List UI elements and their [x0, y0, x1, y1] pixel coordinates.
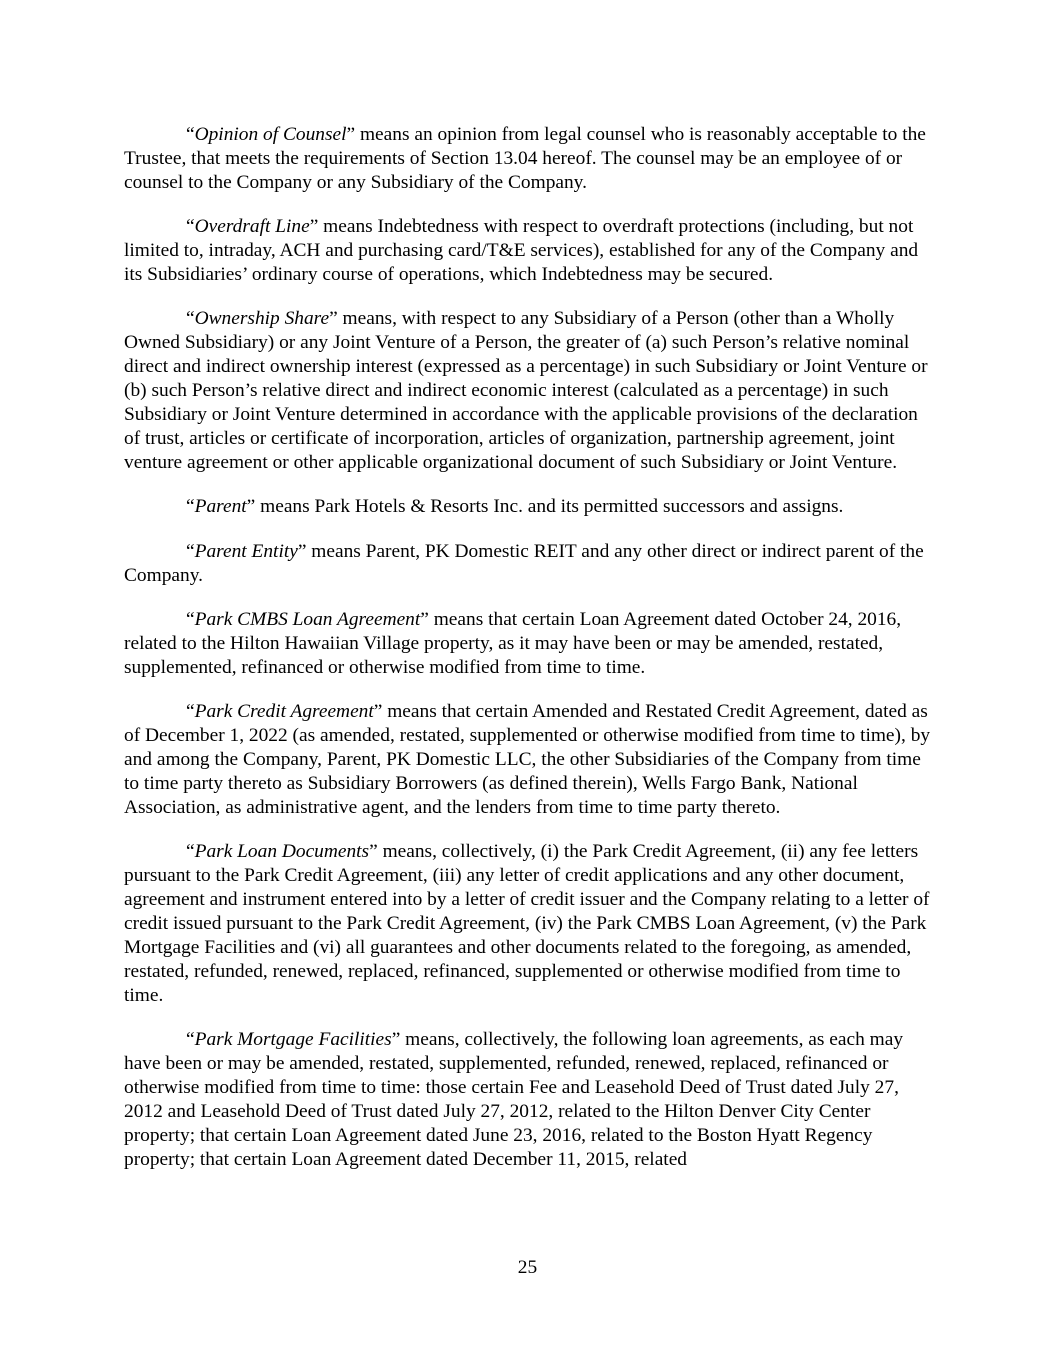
- definition-park-cmbs-loan-agreement: [124, 608, 934, 680]
- close-quote: ”: [297, 540, 307, 562]
- defined-term: Parent: [194, 496, 247, 518]
- definition-text: means Parent, PK Domestic REIT and any other direct or indirect parent of the Company.: [124, 540, 924, 586]
- open-quote: “: [186, 308, 195, 330]
- open-quote: “: [186, 540, 195, 562]
- open-quote: “: [186, 841, 195, 863]
- close-quote: ”: [246, 496, 256, 518]
- close-quote: ”: [391, 1029, 401, 1051]
- defined-term: Overdraft Line: [194, 216, 310, 238]
- definition-text: means Park Hotels & Resorts Inc. and its permitted successors and assigns.: [255, 496, 844, 518]
- open-quote: “: [186, 701, 195, 723]
- page-number: 25: [517, 1257, 538, 1278]
- close-quote: ”: [329, 308, 338, 330]
- definition-park-loan-documents: [124, 840, 934, 1007]
- open-quote: “: [186, 496, 195, 518]
- definition-text: means, with respect to any Subsidiary of a Person (other than a Wholly Owned Subsidiary) or any Joint Venture of a Person, the greater of (a) such Person’s relative nominal direct and indirect ownership interest (expressed as a percentage) in such Subsidiary or Joint Venture or (b) such Person’s relative direct and indirect economic interest (calculated as a percentage) in such Subsidiary or Joint Venture determined in accordance with the applicable provisions of the declaration of trust, articles or certificate of incorporation, articles of organization, partnership agreement, joint venture agreement or other applicable organizational document of such Subsidiary or Joint Venture.: [124, 308, 928, 473]
- definition-text: means that certain Loan Agreement dated October 24, 2016, related to the Hilton Hawaiian Village property, as it may have been or may be amended, restated, supplemented, refinanced or otherwise modified from time to time.: [124, 609, 902, 678]
- open-quote: “: [186, 609, 195, 630]
- close-quote: ”: [373, 701, 383, 723]
- close-quote: ”: [369, 841, 378, 863]
- definition-ownership-share: [124, 307, 934, 474]
- defined-term: Park CMBS Loan Agreement: [194, 609, 421, 630]
- open-quote: “: [186, 216, 195, 238]
- open-quote: “: [186, 124, 195, 145]
- close-quote: ”: [346, 124, 356, 145]
- defined-term: Parent Entity: [194, 540, 298, 562]
- definition-text: means, collectively, the following loan agreements, as each may have been or may be amended, restated, supplemented, refunded, renewed, replaced, refinanced or otherwise modified from time to time: those certain Fee and Leasehold Deed of Trust dated July 27, 2012 and Leasehold Deed of Trust dated July 27, 2012, related to the Hilton Denver City Center property; that certain Loan Agreement dated June 23, 2016, related to the Boston Hyatt Regency property; that certain Loan Agreement dated December 11, 2015, related: [124, 1029, 904, 1170]
- open-quote: “: [186, 1029, 195, 1051]
- definition-text: means Indebtedness with respect to overdraft protections (including, but not limited to, intraday, ACH and purchasing card/T&E services), established for any of the Company and its Subsidiaries’ ordinary course of operations, which Indebtedness may be secured.: [124, 216, 919, 286]
- close-quote: ”: [309, 216, 319, 238]
- definition-text: means an opinion from legal counsel who is reasonably acceptable to the Trustee, that meets the requirements of Section 13.04 hereof. The counsel may be an employee of or counsel to the Company or any Subsidiary of the Company.: [124, 124, 926, 193]
- document-page: [124, 123, 934, 1192]
- definition-park-credit-agreement: [124, 700, 934, 820]
- close-quote: ”: [420, 609, 429, 630]
- definition-text: means that certain Amended and Restated Credit Agreement, dated as of December 1, 2022 (as amended, restated, supplemented or otherwise modified from time to time), by and among the Company, Parent, PK Domestic LLC, the other Subsidiaries of the Company from time to time party thereto as Subsidiary Borrowers (as defined therein), Wells Fargo Bank, National Association, as administrative agent, and the lenders from time to time party thereto.: [124, 701, 931, 818]
- definition-opinion-of-counsel: [124, 123, 934, 195]
- defined-term: Park Mortgage Facilities: [194, 1029, 392, 1051]
- definition-park-mortgage-facilities: [124, 1028, 934, 1171]
- defined-term: Opinion of Counsel: [194, 124, 347, 145]
- defined-term: Park Loan Documents: [194, 841, 370, 863]
- definition-text: means, collectively, (i) the Park Credit Agreement, (ii) any fee letters pursuant to the Park Credit Agreement, (iii) any letter of credit applications and any other document, agreement and instrument entered into by a letter of credit issuer and the Company relating to a letter of credit issued pursuant to the Park Credit Agreement, (iv) the Park CMBS Loan Agreement, (v) the Park Mortgage Facilities and (vi) all guarantees and other documents related to the foregoing, as amended, restated, refunded, renewed, replaced, refinanced, supplemented or otherwise modified from time to time.: [124, 841, 930, 1006]
- definition-parent-entity: [124, 540, 934, 588]
- definition-overdraft-line: [124, 215, 934, 287]
- defined-term: Park Credit Agreement: [194, 701, 374, 723]
- defined-term: Ownership Share: [194, 308, 330, 330]
- definition-parent: [124, 495, 934, 519]
